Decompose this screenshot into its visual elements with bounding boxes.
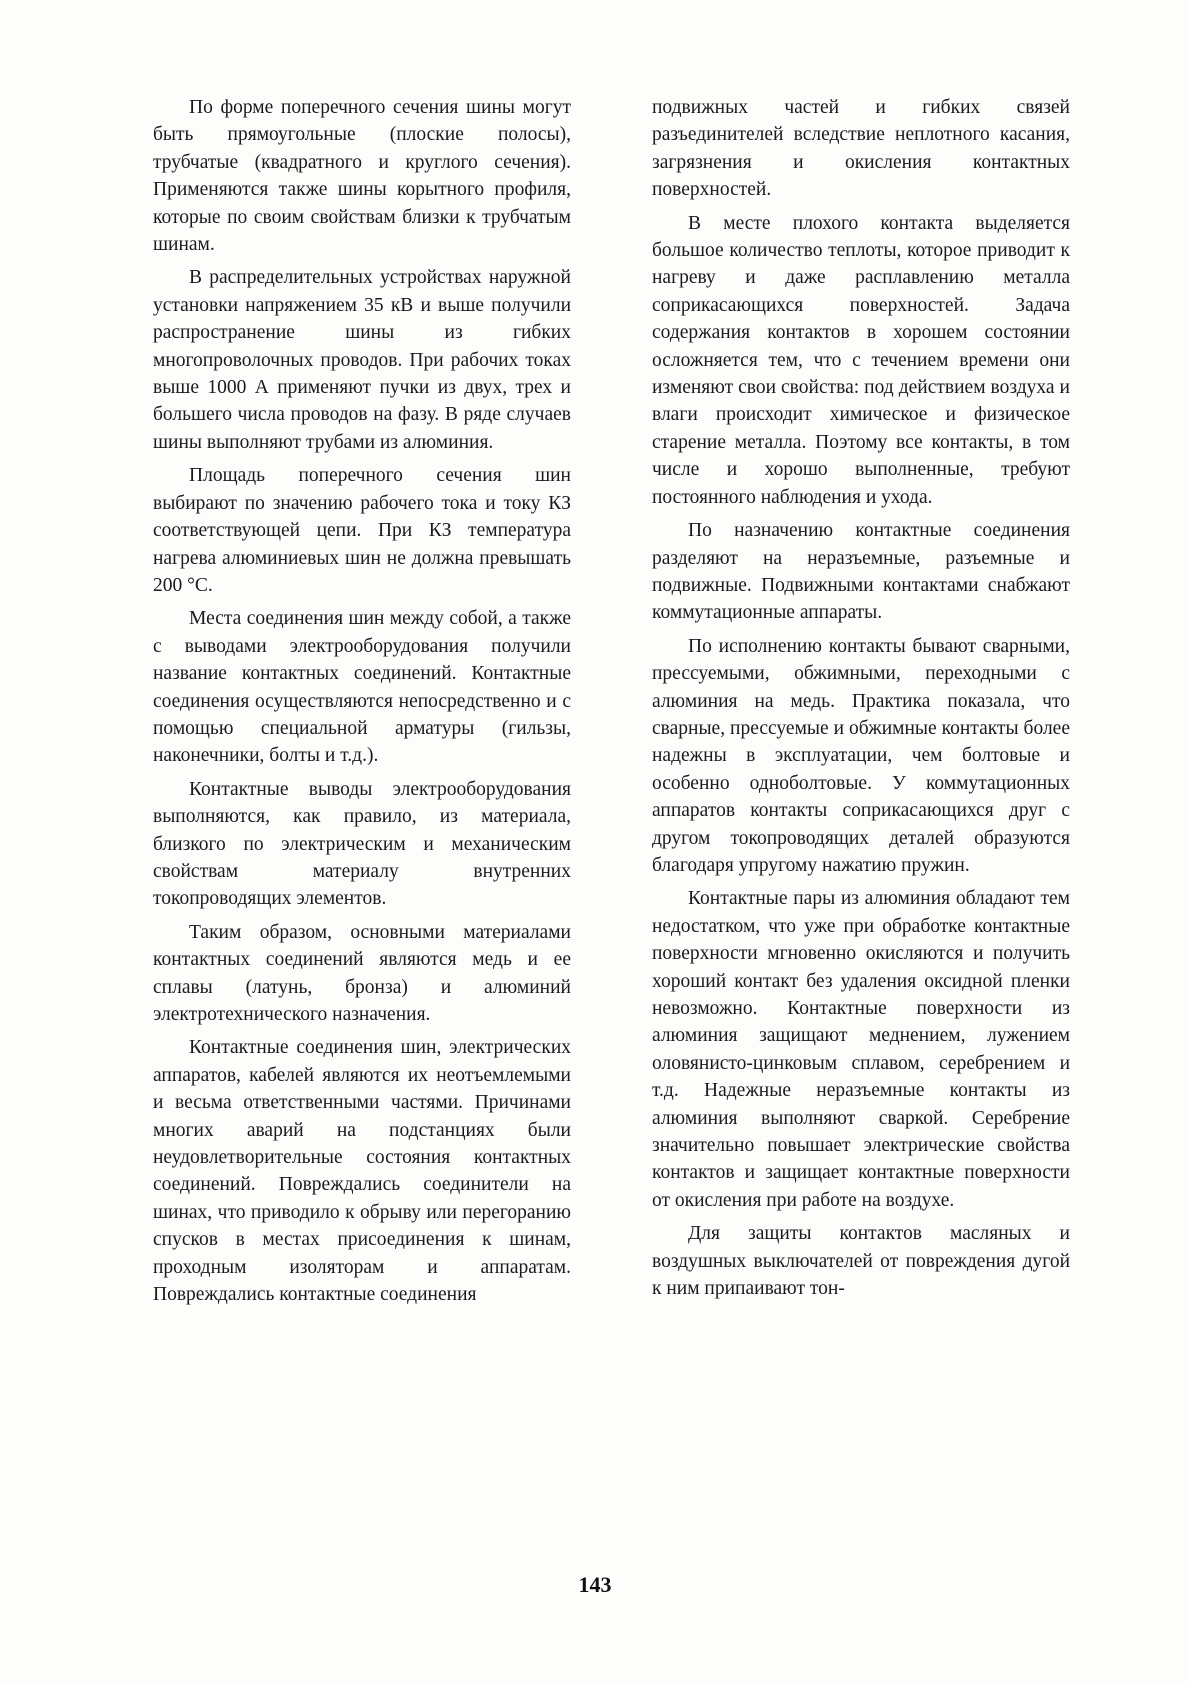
paragraph: По форме поперечного сечения шины могут быть прямоугольные (плоские полосы), трубчатые (квадратного и круглого сечения). Применяются также шины корытного профиля, которые по своим свойствам близки к трубчатым шинам. — [153, 97, 571, 256]
paragraph: В распределительных устройствах наружной установки напряжением 35 кВ и выше получили распространение шины из гибких многопроволочных проводов. При рабочих токах выше 1000 А применяют пучки из двух, трех и большего числа проводов на фазу. В ряде случаев шины выполняют трубами из алюминия. — [153, 267, 571, 453]
paragraph: Для защиты контактов масляных и воздушных выключателей от повреждения дугой к ним припаивают тон- — [652, 1223, 1070, 1300]
paragraph: Контактные соединения шин, электрических аппаратов, кабелей являются их неотъемлемыми и весьма ответственными частями. Причинами многих аварий на подстанциях были неудовлетворительные состояния контактных соединений. Повреждались соединители на шинах, что приводило к обрыву или перегоранию спусков в местах присоединения к шинам, проходным изоляторам и аппаратам. Повреждались контактные соединения — [153, 1037, 571, 1306]
paragraph: Таким образом, основными материалами контактных соединений являются медь и ее сплавы (латунь, бронза) и алюминий электротехнического назначения. — [153, 921, 571, 1025]
paragraph-continuation: подвижных частей и гибких связей разъединителей вследствие неплотного касания, загрязнения и окисления контактных поверхностей. — [652, 97, 1070, 201]
page-number: 143 — [578, 1572, 612, 1597]
left-column — [153, 94, 571, 1314]
paragraph: В месте плохого контакта выделяется большое количество теплоты, которое приводит к нагреву и даже расплавлению металла соприкасающихся поверхностей. Задача содержания контактов в хорошем состоянии осложняется тем, что с течением времени они изменяют свои свойства: под действием воздуха и влаги происходит химическое и физическое старение металла. Поэтому все контакты, в том числе и хорошо выполненные, требуют постоянного наблюдения и ухода. — [652, 212, 1070, 508]
paragraph: По назначению контактные соединения разделяют на неразъемные, разъемные и подвижные. Подвижными контактами снабжают коммутационные аппараты. — [652, 520, 1070, 624]
paragraph: Площадь поперечного сечения шин выбирают по значению рабочего тока и току КЗ соответствующей цепи. При КЗ температура нагрева алюминиевых шин не должна превышать 200 °С. — [153, 465, 571, 596]
paragraph: Контактные пары из алюминия обладают тем недостатком, что уже при обработке контактные поверхности мгновенно окисляются и получить хороший контакт без удаления оксидной пленки невозможно. Контактные поверхности из алюминия защищают меднением, лужением оловянисто-цинковым сплавом, серебрением и т.д. Надежные неразъемные контакты из алюминия выполняют сваркой. Серебрение значительно повышает электрические свойства контактов и защищает контактные поверхности от окисления при работе на воздухе. — [652, 888, 1070, 1211]
right-column — [652, 94, 1070, 1308]
paragraph: По исполнению контакты бывают сварными, прессуемыми, обжимными, переходными с алюминия на медь. Практика показала, что сварные, прессуемые и обжимные контакты более надежны в эксплуатации, чем болтовые и особенно одноболтовые. У коммутационных аппаратов контакты соприкасающихся друг с другом токопроводящих деталей образуются благодаря упругому нажатию пружин. — [652, 635, 1070, 876]
paragraph: Контактные выводы электрооборудования выполняются, как правило, из материала, близкого по электрическим и механическим свойствам материалу внутренних токопроводящих элементов. — [153, 778, 571, 910]
paragraph: Места соединения шин между собой, а также с выводами электрооборудования получили название контактных соединений. Контактные соединения осуществляются непосредственно и с помощью специальной арматуры (гильзы, наконечники, болты и т.д.). — [153, 608, 571, 767]
